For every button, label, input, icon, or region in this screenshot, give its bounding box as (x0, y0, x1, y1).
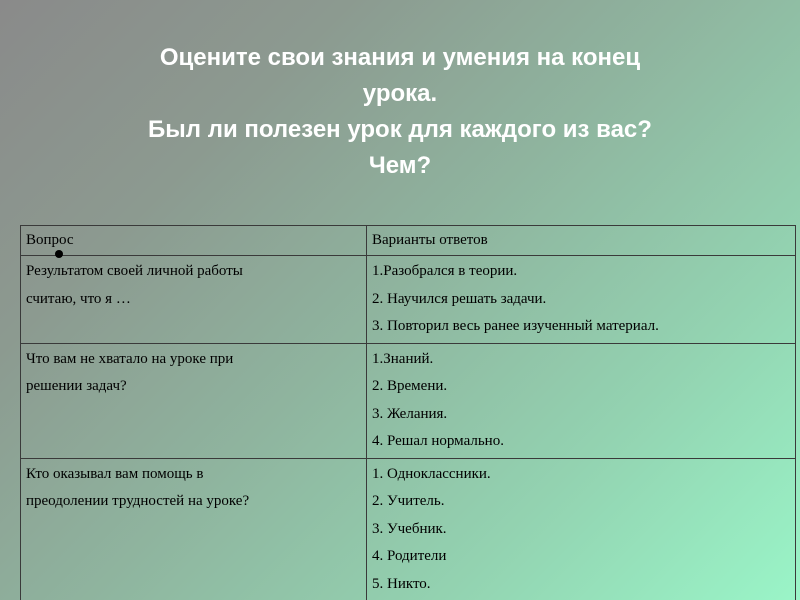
answers-cell (367, 343, 796, 458)
table-row (21, 256, 796, 344)
question-cell (21, 343, 367, 458)
survey-table (20, 225, 796, 600)
title-line-2: урока. (362, 80, 438, 107)
question-cell (21, 458, 367, 600)
question-line: решении задач? (26, 378, 127, 394)
table-header-row (21, 226, 796, 256)
answer-option: 3. Желания. (372, 405, 448, 422)
answer-option: 3. Учебник. (372, 520, 447, 537)
survey-table-container (20, 225, 795, 600)
answer-option: 3. Повторил весь ранее изученный материал. (372, 318, 659, 334)
title-line-3: Был ли полезен урок для каждого из вас? (148, 116, 652, 143)
question-cell (21, 256, 367, 344)
question-line: Результатом своей личной работы (26, 263, 243, 279)
question-line: Что вам не хватало на уроке при (26, 350, 234, 367)
answer-option: 2. Учитель. (372, 493, 445, 509)
answer-option: 1. Одноклассники. (372, 465, 491, 482)
answer-option: 2. Научился решать задачи. (372, 290, 547, 307)
question-line: преодолении трудностей на уроке? (26, 493, 250, 509)
question-line: Кто оказывал вам помощь в (26, 465, 204, 482)
question-line: считаю, что я … (26, 290, 131, 307)
answer-option: 2. Времени. (372, 378, 448, 394)
header-question: Вопрос (21, 226, 367, 256)
title-line-1: Оцените свои знания и умения на конец (159, 44, 641, 71)
answer-option: 4. Родители (372, 548, 447, 564)
slide-title (40, 40, 760, 184)
title-line-4: Чем? (368, 152, 432, 179)
answer-option: 4. Решал нормально. (372, 433, 504, 449)
answers-cell (367, 256, 796, 344)
answer-option: 1.Знаний. (372, 350, 434, 367)
header-answers: Варианты ответов (367, 226, 796, 256)
table-row (21, 458, 796, 600)
answer-option: 5. Никто. (372, 575, 431, 592)
answer-option: 1.Разобрался в теории. (372, 263, 518, 279)
bullet-dot (55, 250, 63, 258)
table-row (21, 343, 796, 458)
answers-cell (367, 458, 796, 600)
